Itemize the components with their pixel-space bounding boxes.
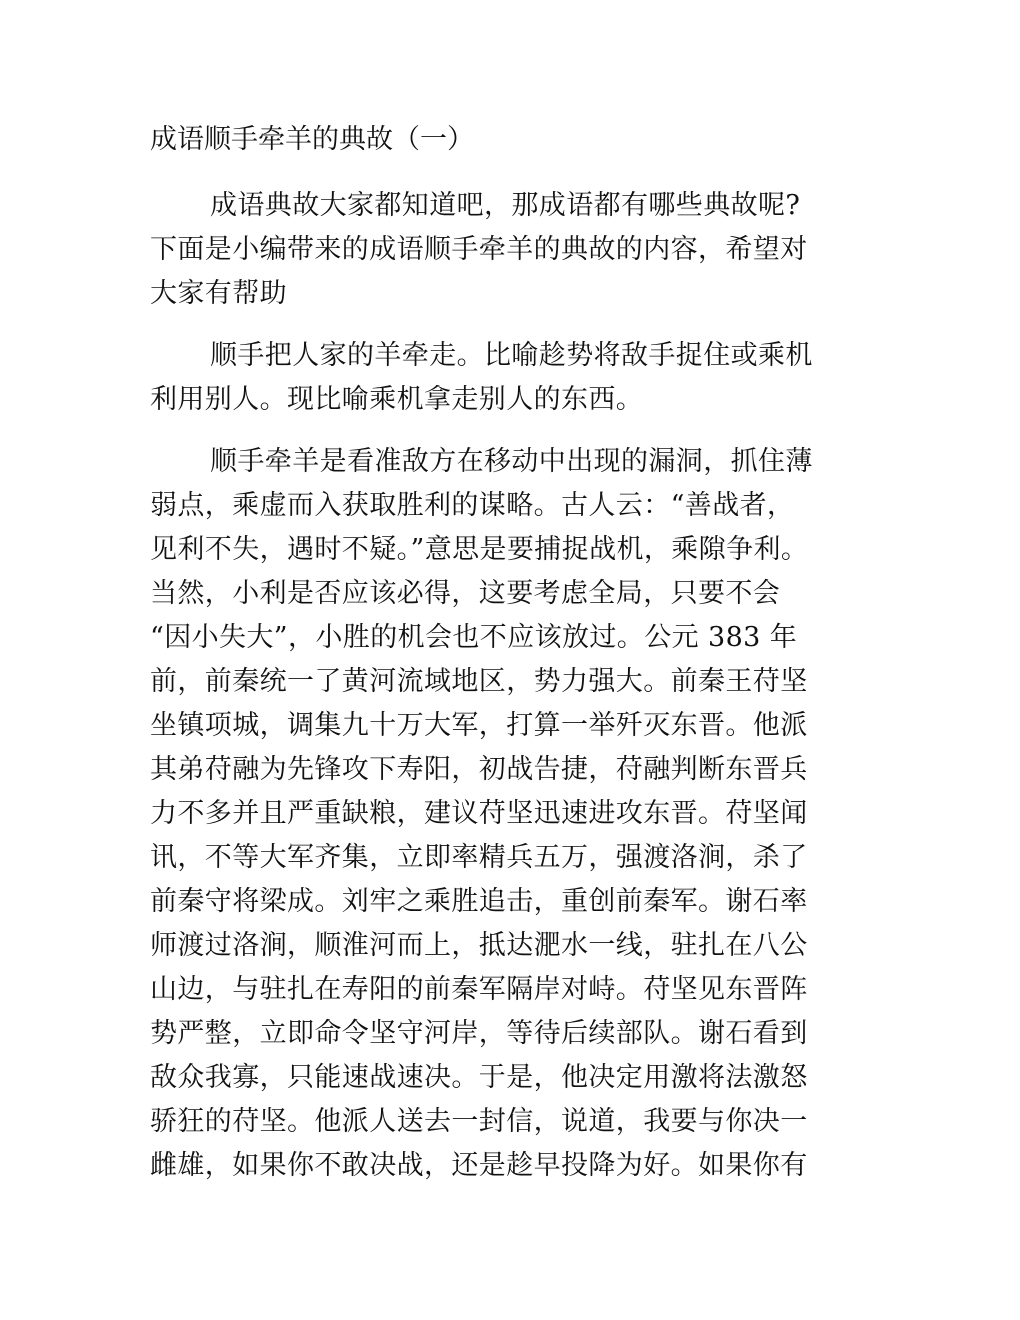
paragraph-line: 弱点，乘虚而入获取胜利的谋略。古人云：“善战者， — [150, 490, 795, 521]
paragraph-line: 骄狂的苻坚。他派人送去一封信，说道，我要与你决一 — [150, 1106, 808, 1137]
document-title: 成语顺手牵羊的典故（一） — [150, 124, 474, 155]
paragraph-line: 讯，不等大军齐集，立即率精兵五万，强渡洛涧，杀了 — [150, 842, 808, 873]
paragraph-line: 师渡过洛涧，顺淮河而上，抵达淝水一线，驻扎在八公 — [150, 930, 808, 961]
paragraph-line: 当然，小利是否应该必得，这要考虑全局，只要不会 — [150, 578, 781, 609]
paragraph-line: 势严整，立即命令坚守河岸，等待后续部队。谢石看到 — [150, 1018, 808, 1049]
paragraph-line: 下面是小编带来的成语顺手牵羊的典故的内容，希望对 — [150, 234, 808, 265]
paragraph-line: 力不多并且严重缺粮，建议苻坚迅速进攻东晋。苻坚闻 — [150, 798, 808, 829]
paragraph-line: 山边，与驻扎在寿阳的前秦军隔岸对峙。苻坚见东晋阵 — [150, 974, 808, 1005]
paragraph-line: 顺手把人家的羊牵走。比喻趁势将敌手捉住或乘机 — [210, 340, 813, 371]
paragraph-line: 其弟苻融为先锋攻下寿阳，初战告捷，苻融判断东晋兵 — [150, 754, 808, 785]
paragraph-intro — [150, 184, 808, 316]
paragraph-line: “因小失大”，小胜的机会也不应该放过。公元 383 年 — [150, 622, 798, 653]
paragraph-line: 利用别人。现比喻乘机拿走别人的东西。 — [150, 384, 644, 415]
paragraph-line: 前，前秦统一了黄河流域地区，势力强大。前秦王苻坚 — [150, 666, 808, 697]
paragraph-story — [150, 440, 813, 1188]
paragraph-definition — [150, 334, 813, 422]
paragraph-line: 前秦守将梁成。刘牢之乘胜追击，重创前秦军。谢石率 — [150, 886, 808, 917]
paragraph-line: 雌雄，如果你不敢决战，还是趁早投降为好。如果你有 — [150, 1150, 808, 1181]
paragraph-line: 顺手牵羊是看准敌方在移动中出现的漏洞，抓住薄 — [210, 446, 813, 477]
paragraph-line: 大家有帮助 — [150, 278, 287, 309]
paragraph-line: 敌众我寡，只能速战速决。于是，他决定用激将法激怒 — [150, 1062, 808, 1093]
paragraph-line: 成语典故大家都知道吧，那成语都有哪些典故呢? — [210, 190, 801, 221]
paragraph-line: 见利不失，遇时不疑。”意思是要捕捉战机，乘隙争利。 — [150, 534, 809, 565]
paragraph-line: 坐镇项城，调集九十万大军，打算一举歼灭东晋。他派 — [150, 710, 808, 741]
